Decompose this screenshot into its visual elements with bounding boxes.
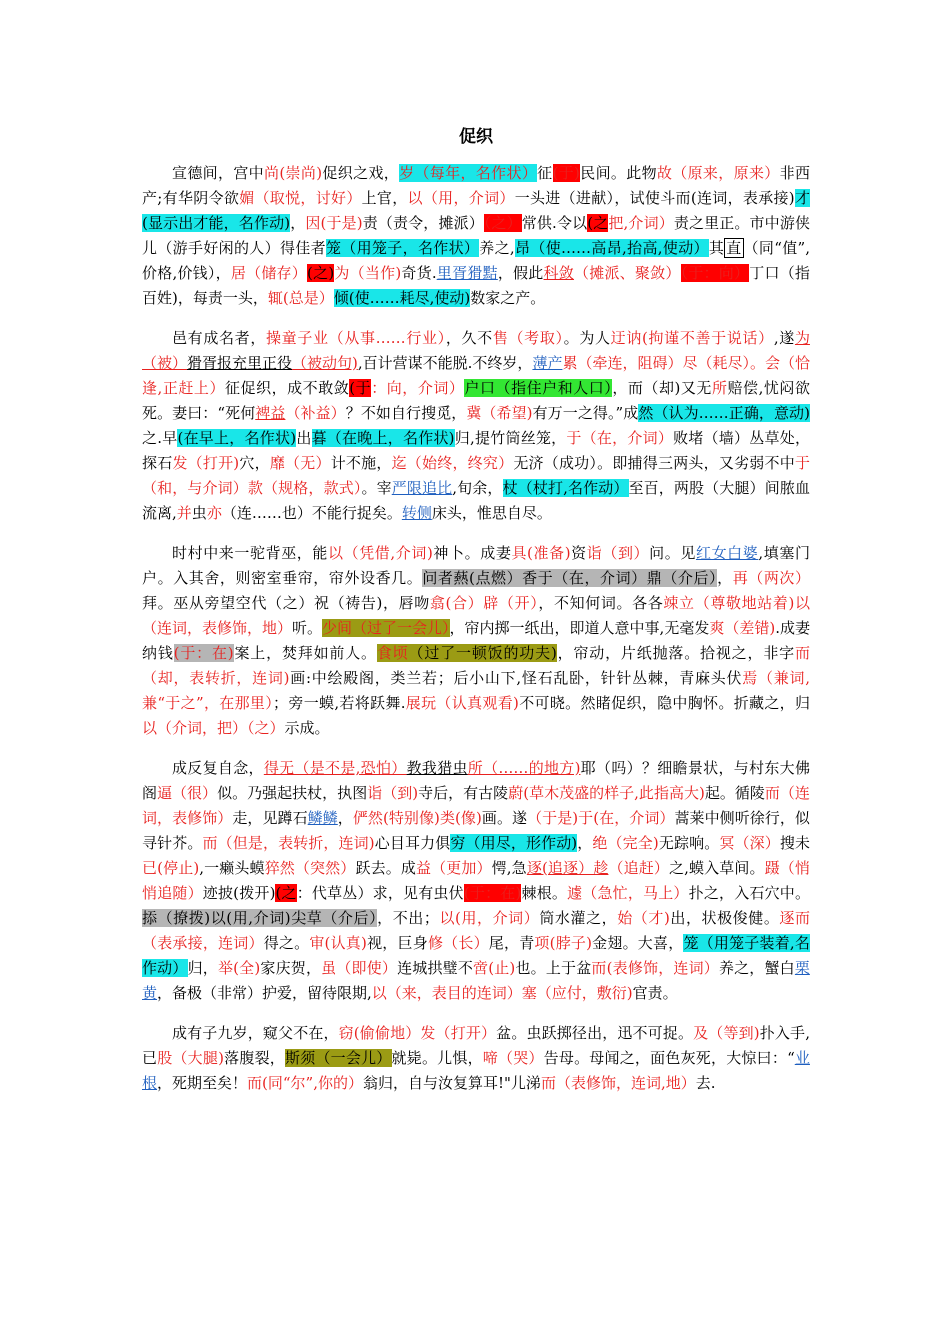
text-segment: 责之里正。市中游侠儿（游手好闲的人）得佳者 bbox=[142, 214, 810, 257]
text-segment: 其 bbox=[708, 239, 725, 257]
text-segment: 金翅。大喜， bbox=[591, 934, 684, 952]
annotation: 诣（到） bbox=[586, 544, 650, 562]
annotation: 窃(偷偷地）发（打开） bbox=[338, 1024, 497, 1042]
annotation: 啼（哭） bbox=[482, 1049, 544, 1067]
annotation: 以(用，介词） bbox=[438, 909, 540, 927]
text-segment: 听。 bbox=[292, 619, 323, 637]
text-segment: 资 bbox=[570, 544, 587, 562]
text-segment: 出 bbox=[296, 429, 312, 447]
annotation: 操童子业（从事……行业） bbox=[266, 329, 446, 347]
text-segment: 去. bbox=[695, 1074, 716, 1092]
highlighted-annotation: 食顷 bbox=[376, 644, 409, 662]
annotation: 而（表修饰，连词,地） bbox=[540, 1074, 696, 1092]
highlighted-annotation: (于：在) bbox=[173, 644, 234, 662]
key-term: 薄产 bbox=[532, 354, 563, 372]
text-segment: ,遂 bbox=[773, 329, 795, 347]
text-segment: 常供.令以 bbox=[521, 214, 588, 232]
highlighted-annotation: (于) bbox=[552, 164, 580, 182]
text-segment: 丁口（指百姓)，每责一头， bbox=[142, 264, 810, 307]
annotation: 故（原来，原来） bbox=[656, 164, 780, 182]
text-segment: ， bbox=[337, 809, 353, 827]
text-segment: 告母。母闻之，面色灰死，大惊曰：“ bbox=[543, 1049, 795, 1067]
text-segment: 迹披(拨开) bbox=[202, 884, 276, 902]
annotation: （摊派、聚敛） bbox=[573, 264, 681, 282]
highlighted-annotation: 户口（指住户和人口） bbox=[464, 379, 613, 397]
annotation: 益（更加） bbox=[415, 859, 492, 877]
annotation: ：向，介词） bbox=[371, 379, 465, 397]
text-segment: 征促织，成不敢敛 bbox=[225, 379, 350, 397]
text-segment: ；旁一蟆,若将跃舞. bbox=[273, 694, 406, 712]
annotation: 以（用，介词） bbox=[407, 189, 515, 207]
text-segment: 促织之戏， bbox=[322, 164, 400, 182]
text-segment: 责（责令，摊派） bbox=[362, 214, 484, 232]
annotation: 虽（即使） bbox=[321, 959, 398, 977]
text-segment: 宣德间，宫中 bbox=[172, 164, 265, 182]
annotation: 靡（无） bbox=[269, 454, 331, 472]
text-segment: 不可晓。然睹促织，隐中胸怀。折藏之，归 bbox=[518, 694, 810, 712]
annotation: 把,介词） bbox=[608, 214, 674, 232]
annotation: 及（等到) bbox=[693, 1024, 760, 1042]
annotation: 修（长） bbox=[427, 934, 489, 952]
highlighted-annotation: 笼（用笼子，名作状） bbox=[325, 239, 480, 257]
text-segment: 无踪响。 bbox=[658, 834, 720, 852]
text-segment: 连城拱璧不 bbox=[397, 959, 474, 977]
annotation: 举(全) bbox=[217, 959, 261, 977]
key-term: 业根 bbox=[142, 1049, 810, 1092]
annotation: 焉（兼词,兼“于之”，在那里） bbox=[142, 669, 810, 712]
text-segment: ：代草丛）求，见有虫伏 bbox=[296, 884, 464, 902]
annotation: 逼（很） bbox=[157, 784, 218, 802]
text-segment: 之,蟆入草间。 bbox=[668, 859, 765, 877]
text-segment: 示成。 bbox=[284, 719, 330, 737]
annotation: 所（……的地方) bbox=[467, 759, 581, 777]
highlighted-annotation: (之 bbox=[275, 884, 297, 902]
annotation: 因(于是) bbox=[305, 214, 363, 232]
text-segment: ，不知何词。各各 bbox=[538, 594, 664, 612]
annotation: 绝（完全) bbox=[592, 834, 659, 852]
annotation: 诣（到) bbox=[367, 784, 419, 802]
text-segment: 棘根。 bbox=[521, 884, 568, 902]
highlighted-annotation: 才(显示出才能，名作动) bbox=[142, 189, 810, 232]
text-segment: 教我猎虫 bbox=[406, 759, 468, 777]
text-segment: ,百计营谋不能脱.不终岁， bbox=[357, 354, 533, 372]
document-body bbox=[142, 161, 810, 1096]
text-segment: ？不如自行搜觅， bbox=[345, 404, 467, 422]
text-segment: 虫 bbox=[191, 504, 207, 522]
annotation: 猝然（突然） bbox=[264, 859, 356, 877]
annotation: 而(同“尔”,你的） bbox=[247, 1074, 363, 1092]
highlighted-annotation: 昂（使……高昂,抬高,使动） bbox=[514, 239, 709, 257]
annotation: 尚(崇尚) bbox=[264, 164, 323, 182]
highlighted-annotation: 笼（用笼子装着,名作动） bbox=[142, 934, 810, 977]
highlighted-annotation: 岁（每年，名作状） bbox=[399, 164, 538, 182]
highlighted-annotation: (于 bbox=[349, 379, 372, 397]
key-term: 红女白婆 bbox=[695, 544, 759, 562]
text-segment: 心目耳力俱 bbox=[374, 834, 451, 852]
highlighted-annotation: 斯须（一会儿） bbox=[285, 1049, 392, 1067]
highlighted-annotation: (在早上，名作状) bbox=[177, 429, 297, 447]
annotation: 而（却，表转折，连词) bbox=[142, 644, 810, 687]
text-segment: 养之，蟹白 bbox=[718, 959, 795, 977]
document-page bbox=[142, 122, 810, 1111]
highlighted-annotation: 然（认为……正确，意动) bbox=[638, 404, 810, 422]
annotation: 累（牵连，阻碍）尽（耗尽）。会（恰逢,正赶上） bbox=[142, 354, 810, 397]
text-segment: 筒水灌之， bbox=[539, 909, 618, 927]
key-term: 严限追比 bbox=[391, 479, 453, 497]
paragraph bbox=[142, 756, 810, 1006]
text-segment: 起。循陵 bbox=[704, 784, 765, 802]
text-segment: 败堵（墙）丛草处，探石 bbox=[142, 429, 810, 472]
text-segment: 成反复自念， bbox=[172, 759, 264, 777]
annotation: 逐而（表承接，连词） bbox=[142, 909, 810, 952]
text-segment: 。为人 bbox=[563, 329, 611, 347]
annotation: 蹑（悄悄追随） bbox=[142, 859, 810, 902]
text-segment: 扑之，入石穴中。 bbox=[688, 884, 810, 902]
annotation: 遽（急忙，马上） bbox=[567, 884, 689, 902]
text-segment: ， bbox=[577, 834, 593, 852]
paragraph bbox=[142, 326, 810, 526]
key-term: 里胥猾黠 bbox=[436, 264, 498, 282]
text-segment: 家庆贺， bbox=[260, 959, 322, 977]
text-segment: 猾胥报充里正役 bbox=[187, 354, 293, 372]
annotation: 俨然(特别像)类(像) bbox=[352, 809, 482, 827]
text-segment: 问。见 bbox=[649, 544, 696, 562]
text-segment: 有万一之得。”成 bbox=[532, 404, 639, 422]
highlighted-annotation: 暮（在晚上，名作状) bbox=[311, 429, 455, 447]
text-segment: 尾，青 bbox=[488, 934, 535, 952]
annotation: 股（大腿) bbox=[157, 1049, 224, 1067]
text-segment: 无济（成功）。即捕得三两头，又劣弱不中 bbox=[513, 454, 795, 472]
text-segment: ，帘动，片纸抛落。拾视之，非字 bbox=[556, 644, 795, 662]
text-segment: 奇货. bbox=[401, 264, 437, 282]
text-segment: 床头，惟思自尽。 bbox=[431, 504, 552, 522]
annotation: 蔚(草木茂盛的样子,此指高大) bbox=[508, 784, 705, 802]
text-segment: 出，状极俊健。 bbox=[669, 909, 780, 927]
text-segment: 盆。虫跃掷径出，迅不可捉。 bbox=[496, 1024, 694, 1042]
annotation: 辄(总是） bbox=[267, 289, 334, 307]
annotation: 项(脖子) bbox=[534, 934, 592, 952]
highlighted-annotation: 穷（用尽，形作动) bbox=[450, 834, 578, 852]
text-segment: 征 bbox=[537, 164, 553, 182]
annotation: 竦立（尊敬地站着)以（连词，表修饰，地） bbox=[142, 594, 810, 637]
annotation: 科敛 bbox=[543, 264, 574, 282]
annotation: 展玩（认真观看) bbox=[405, 694, 519, 712]
text-segment: 民间。此物 bbox=[579, 164, 657, 182]
text-segment: 寺后，有古陵 bbox=[418, 784, 509, 802]
text-segment: 画:中绘殿阁，类兰若；后小山下,怪石乱卧，针针丛棘，青麻头伏 bbox=[289, 669, 743, 687]
text-segment: 非西产;有华阴令欲 bbox=[142, 164, 810, 207]
text-segment: 邑有成名者， bbox=[172, 329, 266, 347]
text-segment: ，死期至矣！ bbox=[157, 1074, 248, 1092]
text-segment: 搜未 bbox=[779, 834, 810, 852]
highlighted-annotation: (之) bbox=[307, 264, 335, 282]
text-segment: ，而（却)又无 bbox=[612, 379, 712, 397]
highlighted-annotation: 杖（杖打,名作动） bbox=[502, 479, 629, 497]
paragraph bbox=[142, 541, 810, 741]
annotation: 审(认真) bbox=[309, 934, 367, 952]
key-term: 转侧 bbox=[401, 504, 432, 522]
text-segment: 耶（吗）？细瞻景状，与村东大佛阁 bbox=[142, 759, 810, 802]
text-segment: ,一癞头蟆 bbox=[199, 859, 265, 877]
annotation: 爽（差错) bbox=[709, 619, 776, 637]
annotation: 为（被） bbox=[142, 329, 810, 372]
highlighted-annotation: 少间（过了一会儿） bbox=[322, 619, 450, 637]
annotation: 所 bbox=[711, 379, 728, 397]
annotation: 媚（取悦，讨好） bbox=[239, 189, 362, 207]
key-term: 栗黄 bbox=[142, 959, 810, 1002]
annotation: 迂讷(拘谨不善于说话） bbox=[610, 329, 774, 347]
annotation: 迄（始终，终究） bbox=[391, 454, 514, 472]
text-segment: 画。遂 bbox=[481, 809, 528, 827]
annotation: 以（来，表目的连词）塞（应付，敷衍) bbox=[371, 984, 633, 1002]
paragraph bbox=[142, 1021, 810, 1096]
text-segment: .成妻纳钱 bbox=[142, 619, 810, 662]
text-segment: 也。上于盆 bbox=[515, 959, 592, 977]
text-segment: ，帘内掷一纸出，即道人意中事,无毫发 bbox=[449, 619, 710, 637]
paragraph bbox=[142, 161, 810, 311]
text-segment: 神卜。成妻 bbox=[432, 544, 512, 562]
text-segment: 蒿莱中侧听徐行，似寻针芥。 bbox=[142, 809, 810, 852]
annotation: 翕(合）辟（开） bbox=[429, 594, 539, 612]
text-segment: 就毙。儿惧， bbox=[391, 1049, 483, 1067]
annotation: 于（在，介词） bbox=[566, 429, 674, 447]
annotation: 逐(追逐）趁 bbox=[526, 859, 609, 877]
text-segment: 成有子九岁，窥父不在， bbox=[172, 1024, 339, 1042]
annotation: 亦 bbox=[206, 504, 222, 522]
text-segment: 数家之产。 bbox=[470, 289, 546, 307]
highlighted-annotation: （于：向） bbox=[680, 264, 750, 282]
text-segment: 得之。 bbox=[263, 934, 310, 952]
text-segment: 赔偿,忧闷欲死。妻曰：“死何 bbox=[142, 379, 810, 422]
annotation: 再（两次） bbox=[732, 569, 810, 587]
text-segment: 养之, bbox=[479, 239, 515, 257]
text-segment: ,填塞门户。入其舍，则密室垂帘，帘外设香几。 bbox=[142, 544, 810, 587]
text-segment: ，备极（非常）护爱，留待限期, bbox=[157, 984, 372, 1002]
text-segment: （连……也）不能行捉矣。 bbox=[221, 504, 402, 522]
annotation: 于（和，与介词）款（规格，款式） bbox=[142, 454, 810, 497]
text-segment: 扑入手,已 bbox=[142, 1024, 810, 1067]
annotation: 售（考取） bbox=[492, 329, 564, 347]
text-segment: 归， bbox=[187, 959, 218, 977]
text-segment: 拜。巫从旁望空代（之）祝（祷告)，唇吻 bbox=[142, 594, 430, 612]
text-segment: 计不施， bbox=[330, 454, 392, 472]
annotation: 始（才) bbox=[617, 909, 670, 927]
annotation: 而（连词，表修饰） bbox=[142, 784, 810, 827]
text-segment: ,旬余， bbox=[452, 479, 503, 497]
annotation: 冀（希望) bbox=[466, 404, 533, 422]
annotation: 居（储存） bbox=[230, 264, 308, 282]
text-segment: 跃去。成 bbox=[355, 859, 416, 877]
text-segment: （同“值”,价格,价钱）， bbox=[142, 239, 810, 282]
text-segment: ，假此 bbox=[497, 264, 544, 282]
highlighted-annotation: 掭（撩拨)以(用,介词)尖草（介后） bbox=[142, 909, 378, 927]
text-segment: 至百，两股（大腿）间脓血流离, bbox=[142, 479, 810, 522]
text-segment: ， bbox=[290, 214, 306, 232]
annotation: 以（介词，把）（之） bbox=[142, 719, 285, 737]
text-segment: ，不出； bbox=[377, 909, 439, 927]
text-segment: 似。乃强起扶杖，执图 bbox=[217, 784, 368, 802]
annotation: （追赶） bbox=[608, 859, 669, 877]
highlighted-annotation: (之 bbox=[587, 214, 609, 232]
text-segment: 案上，焚拜如前人。 bbox=[233, 644, 377, 662]
annotation: 冥（深） bbox=[719, 834, 780, 852]
annotation: （被动句) bbox=[292, 354, 358, 372]
highlighted-annotation: 倾(使……耗尽,使动) bbox=[333, 289, 471, 307]
text-segment: 直 bbox=[726, 239, 742, 257]
annotation: 而(表修饰，连词） bbox=[591, 959, 719, 977]
annotation: （于是)于(在，介词） bbox=[527, 809, 675, 827]
annotation: 得无（是不是,恐怕） bbox=[263, 759, 407, 777]
annotation: 已(停止) bbox=[142, 859, 200, 877]
text-segment: 。宰 bbox=[361, 479, 392, 497]
annotation: 啻(止) bbox=[473, 959, 516, 977]
annotation: （补益） bbox=[285, 404, 346, 422]
annotation: 以（凭借,介词) bbox=[328, 544, 433, 562]
text-segment: 穴， bbox=[239, 454, 270, 472]
text-segment: 时村中来一驼背巫，能 bbox=[172, 544, 328, 562]
text-segment: 一头进（进献），试使斗而(连词，表承接) bbox=[514, 189, 795, 207]
document-title: 促织 bbox=[459, 127, 493, 147]
text-segment: 之.早 bbox=[142, 429, 178, 447]
text-segment: ，久不 bbox=[445, 329, 493, 347]
text-segment: 归,提竹筒丝笼， bbox=[454, 429, 567, 447]
text-segment: 上官， bbox=[361, 189, 408, 207]
annotation: 而（但是，表转折，连词) bbox=[202, 834, 375, 852]
key-term: 鳞鳞 bbox=[307, 809, 338, 827]
annotation: 为（当作) bbox=[334, 264, 402, 282]
annotation: 并 bbox=[176, 504, 192, 522]
annotation: 裨益 bbox=[255, 404, 286, 422]
annotation: 具(准备) bbox=[511, 544, 571, 562]
text-segment: ， bbox=[717, 569, 733, 587]
text-segment: 愕,急 bbox=[491, 859, 527, 877]
text-segment: 官责。 bbox=[632, 984, 678, 1002]
text-segment: 落腹裂， bbox=[223, 1049, 286, 1067]
text-segment: 走，见蹲石 bbox=[232, 809, 308, 827]
annotation: 发（打开) bbox=[172, 454, 240, 472]
highlighted-annotation: (于：在) bbox=[463, 884, 522, 902]
text-segment: 翁归，自与汝复算耳!"儿涕 bbox=[363, 1074, 541, 1092]
text-segment: 视，巨身 bbox=[366, 934, 428, 952]
highlighted-annotation: 问者爇(点燃）香于（在，介词）鼎（介后） bbox=[422, 569, 718, 587]
highlighted-annotation: （之） bbox=[483, 214, 522, 232]
highlighted-annotation: （过了一顿饭的功夫) bbox=[408, 644, 557, 662]
